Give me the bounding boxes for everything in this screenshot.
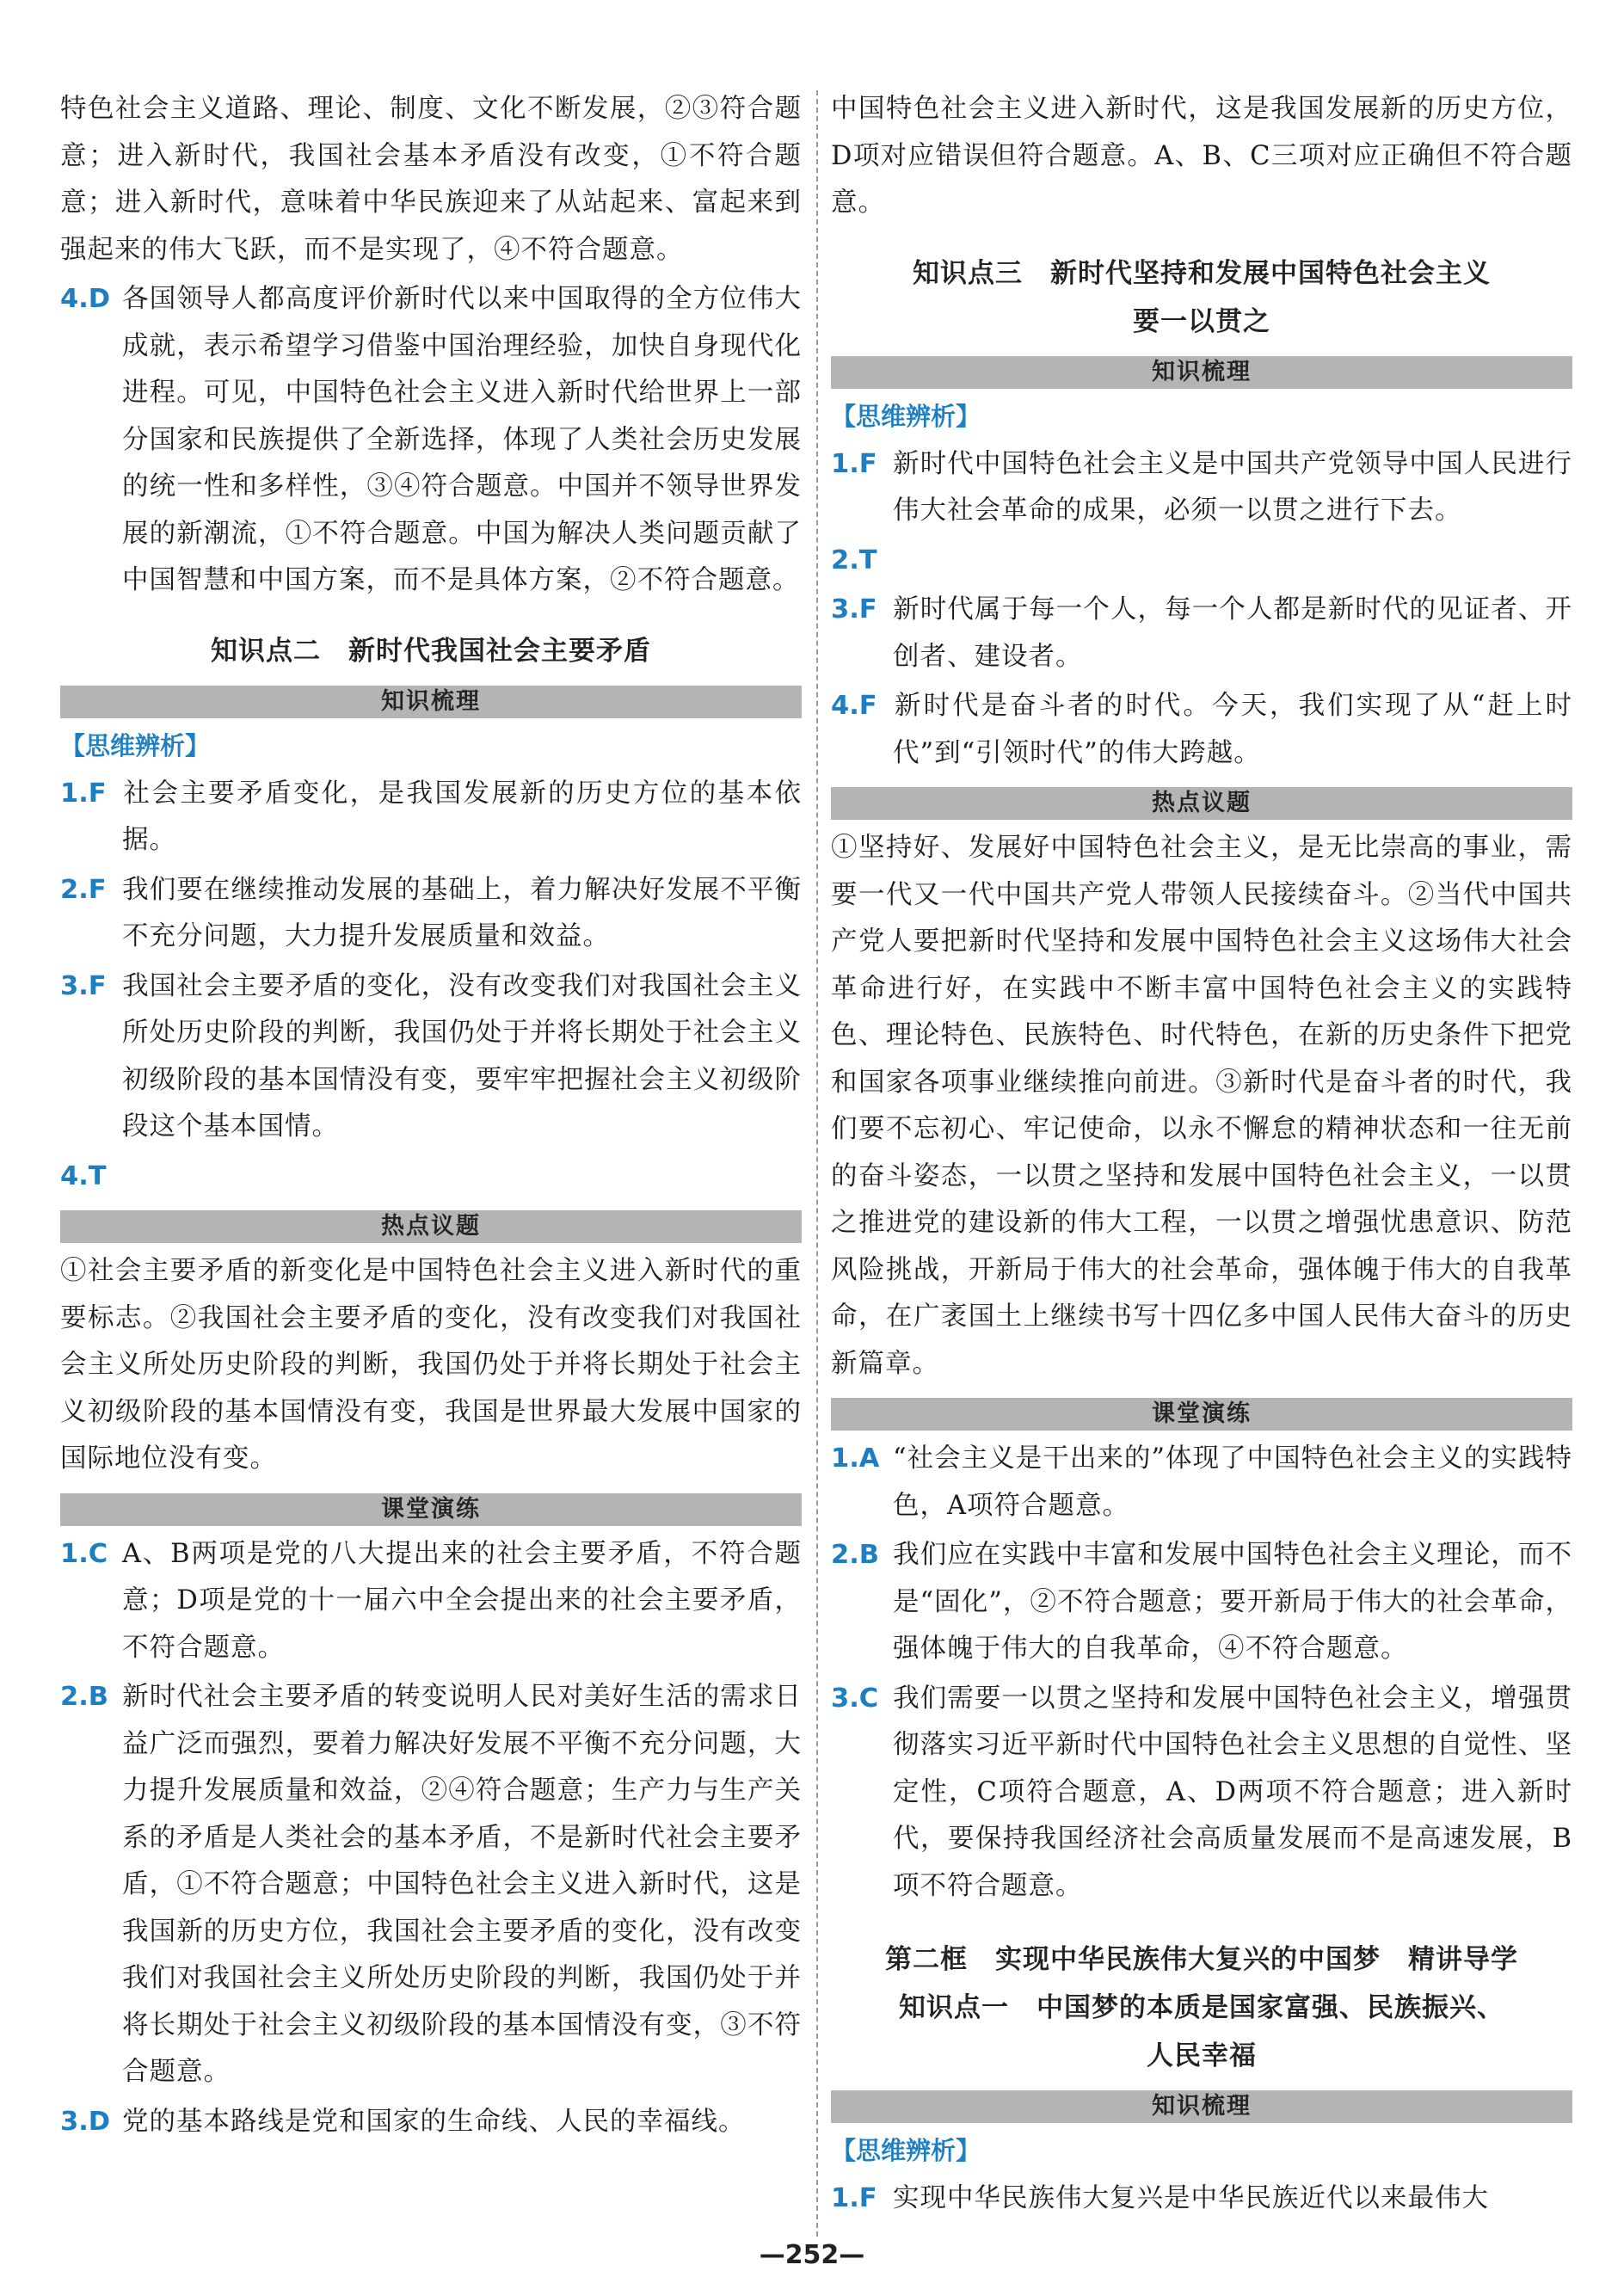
- section-title-continued: 人民幸福: [1147, 2040, 1257, 2071]
- answer-item: [60, 1531, 802, 1672]
- answer-text: 新时代社会主要矛盾的转变说明人民对美好生活的需求日益广泛而强烈，要着力解决好发展不平衡不充分问题，大力提升发展质量和效益，②④符合题意；生产力与生产关系的矛盾是人类社会的基本矛盾，不是新时代社会主要矛盾，①不符合题意；中国特色社会主义进入新时代，这是我国新的历史方位，我国社会主要矛盾的变化，没有改变我们对我国社会主义所处历史阶段的判断，我国仍处于并将长期处于社会主义初级阶段的基本国情没有变，③不符合题意。: [122, 1682, 802, 2087]
- answer-text: 社会主要矛盾变化，是我国发展新的历史方位的基本依据。: [122, 778, 802, 855]
- left-intro-paragraph: 特色社会主义道路、理论、制度、文化不断发展，②③符合题意；进入新时代，我国社会基本矛盾没有改变，①不符合题意；进入新时代，意味着中华民族迎来了从站起来、富起来到强起来的伟大飞跃，而不是实现了，④不符合题意。: [60, 94, 802, 265]
- answer-item: [60, 963, 802, 1151]
- right-intro-paragraph: 中国特色社会主义进入新时代，这是我国发展新的历史方位，D项对应错误但符合题意。A、B、C三项对应正确但不符合题意。: [831, 94, 1572, 218]
- answer-text: 我国社会主要矛盾的变化，没有改变我们对我国社会主义所处历史阶段的判断，我国仍处于并将长期处于社会主义初级阶段的基本国情没有变，要牢牢把握社会主义初级阶段这个基本国情。: [122, 970, 802, 1142]
- hot-topic-text: ①社会主要矛盾的新变化是中国特色社会主义进入新时代的重要标志。②我国社会主要矛盾的变化，没有改变我们对我国社会主义所处历史阶段的判断，我国仍处于并将长期处于社会主义初级阶段的基本国情没有变，我国是世界最大发展中国家的国际地位没有变。: [60, 1256, 802, 1474]
- answer-text: 我们要在继续推动发展的基础上，着力解决好发展不平衡不充分问题，大力提升发展质量和效益。: [122, 874, 802, 951]
- answer-text: 实现中华民族伟大复兴是中华民族近代以来最伟大: [893, 2183, 1489, 2213]
- section-title: 知识点一 中国梦的本质是国家富强、民族振兴、: [899, 1992, 1504, 2023]
- answer-item: [831, 538, 1572, 585]
- tag-thinking: 【思维辨析】: [60, 730, 211, 760]
- section-bar-hot-topic: 热点议题: [60, 1210, 802, 1243]
- hot-topic-text: ①坚持好、发展好中国特色社会主义，是无比崇高的事业，需要一代又一代中国共产党人带领人民接续奋斗。②当代中国共产党人要把新时代坚持和发展中国特色社会主义这场伟大社会革命进行好，在实践中不断丰富中国特色社会主义的实践特色、理论特色、民族特色、时代特色，在新的历史条件下把党和国家各项事业继续推向前进。③新时代是奋斗者的时代，我们要不忘初心、牢记使命，以永不懈怠的精神状态和一往无前的奋斗姿态，一以贯之坚持和发展中国特色社会主义，一以贯之推进党的建设新的伟大工程，一以贯之增强忧患意识、防范风险挑战，开新局于伟大的社会革命，强体魄于伟大的自我革命，在广袤国土上继续书写十四亿多中国人民伟大奋斗的历史新篇章。: [831, 833, 1572, 1379]
- section-bar-hot-topic: 热点议题: [831, 787, 1572, 820]
- tag-thinking: 【思维辨析】: [831, 401, 981, 431]
- section-bar-knowledge: 知识梳理: [831, 2090, 1572, 2123]
- answer-item: [831, 2175, 1572, 2223]
- right-column: [831, 86, 1572, 2223]
- answer-item: [831, 441, 1572, 535]
- answer-text: 新时代属于每一个人，每一个人都是新时代的见证者、开创者、建设者。: [893, 594, 1572, 672]
- answer-item: [60, 1674, 802, 2096]
- answer-number: 4.D: [60, 284, 111, 314]
- answer-number: 3.D: [60, 2106, 111, 2137]
- answer-item: [60, 276, 802, 605]
- left-column: [60, 86, 802, 2145]
- answer-item: [831, 683, 1572, 777]
- answer-item: [60, 2099, 802, 2146]
- answer-text: 党的基本路线是党和国家的生命线、人民的幸福线。: [122, 2106, 746, 2137]
- answer-text: A、B两项是党的八大提出来的社会主要矛盾，不符合题意；D项是党的十一届六中全会提出来的社会主要矛盾，不符合题意。: [122, 1538, 802, 1663]
- answer-item: [831, 1676, 1572, 1911]
- answer-text: 各国领导人都高度评价新时代以来中国取得的全方位伟大成就，表示希望学习借鉴中国治理经验，加快自身现代化进程。可见，中国特色社会主义进入新时代给世界上一部分国家和民族提供了全新选择，体现了人类社会历史发展的统一性和多样性，③④符合题意。中国并不领导世界发展的新潮流，①不符合题意。中国为解决人类问题贡献了中国智慧和中国方案，而不是具体方案，②不符合题意。: [122, 284, 802, 595]
- section-bar-knowledge: 知识梳理: [831, 356, 1572, 389]
- section-title: 知识点三 新时代坚持和发展中国特色社会主义: [913, 257, 1491, 289]
- answer-number: 2.B: [831, 1540, 880, 1570]
- answer-number: 2.F: [60, 874, 107, 905]
- answer-number: 3.F: [831, 594, 877, 625]
- answer-text: 我们应在实践中丰富和发展中国特色社会主义理论，而不是“固化”，②不符合题意；要开新局于伟大的社会革命，强体魄于伟大的自我革命，④不符合题意。: [893, 1540, 1572, 1664]
- answer-text: “社会主义是干出来的”体现了中国特色社会主义的实践特色，A项符合题意。: [893, 1443, 1572, 1521]
- answer-item: [60, 771, 802, 865]
- answer-number: 3.C: [831, 1683, 879, 1714]
- answer-text: 新时代中国特色社会主义是中国共产党领导中国人民进行伟大社会革命的成果，必须一以贯之进行下去。: [893, 448, 1572, 526]
- section-title-continued: 要一以贯之: [1133, 305, 1270, 337]
- page-number: —252—: [759, 2240, 865, 2270]
- answer-number: 2.T: [831, 545, 877, 575]
- answer-number: 1.C: [60, 1538, 108, 1569]
- section-bar-practice: 课堂演练: [831, 1398, 1572, 1431]
- answer-number: 3.F: [60, 970, 107, 1001]
- answer-number: 1.A: [831, 1443, 880, 1474]
- answer-number: 4.T: [60, 1160, 107, 1191]
- answer-number: 1.F: [831, 448, 877, 479]
- answer-item: [831, 587, 1572, 680]
- section-bar-knowledge: 知识梳理: [60, 686, 802, 718]
- answer-item: [60, 867, 802, 961]
- answer-number: 2.B: [60, 1682, 109, 1712]
- answer-text: 我们需要一以贯之坚持和发展中国特色社会主义，增强贯彻落实习近平新时代中国特色社会主义思想的自觉性、坚定性，C项符合题意，A、D两项不符合题意；进入新时代，要保持我国经济社会高质量发展而不是高速发展，B项不符合题意。: [893, 1683, 1572, 1901]
- section-title: 知识点二 新时代我国社会主要矛盾: [211, 635, 651, 667]
- answer-number: 1.F: [831, 2183, 877, 2213]
- answer-item: [831, 1532, 1572, 1673]
- section-bar-practice: 课堂演练: [60, 1493, 802, 1526]
- answer-text: 新时代是奋斗者的时代。今天，我们实现了从“赶上时代”到“引领时代”的伟大跨越。: [893, 691, 1572, 768]
- frame-title: 第二框 实现中华民族伟大复兴的中国梦 精讲导学: [885, 1944, 1518, 1975]
- answer-item: [831, 1436, 1572, 1529]
- tag-thinking: 【思维辨析】: [831, 2136, 981, 2165]
- answer-number: 4.F: [831, 691, 877, 721]
- answer-item: [60, 1154, 802, 1201]
- column-divider: [816, 90, 818, 2237]
- answer-number: 1.F: [60, 778, 107, 809]
